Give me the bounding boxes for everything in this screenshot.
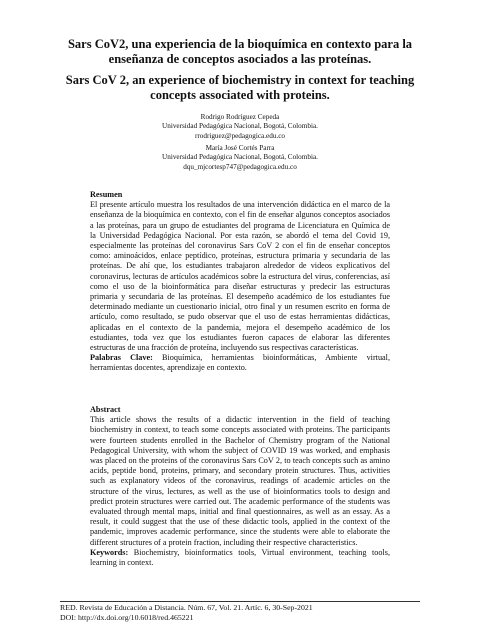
title-spanish: Sars CoV2, una experiencia de la bioquímica en contexto para la enseñanza de conceptos asociados a las proteínas. bbox=[67, 37, 413, 66]
author-email: dqu_mjcortesp747@pedagogica.edu.co bbox=[183, 162, 297, 171]
resumen-section bbox=[90, 190, 390, 374]
author-affiliation: Universidad Pedagógica Nacional, Bogotá, Colombia. bbox=[162, 122, 318, 131]
resumen-keywords bbox=[90, 353, 390, 373]
page-footer bbox=[60, 601, 420, 622]
author-block bbox=[110, 144, 370, 172]
abstract-body: This article shows the results of a didactic intervention in the field of teaching biochemistry in context, to teach some concepts associated with proteins. The participants were fourteen students enrolled in the Bachelor of Chemistry program of the National Pedagogical University, with whom the subject of COVID 19 was worked, and emphasis was placed on the proteins of the coronavirus Sars CoV 2, to teach concepts such as amino acids, peptide bond, proteins, primary, and secondary protein structures. Thus, activities such as explanatory videos of the coronavirus, readings of academic articles on the structure of the virus, lectures, as well as the use of bioinformatics tools to design and predict protein structures were carried out. The academic performance of the students was evaluated through mental maps, initial and final questionnaires, as well as an essay. As a result, it could suggest that the use of these didactic tools, applied in the context of the pandemic, improves academic performance, since the students were able to elaborate the different structures of a protein fraction, including their respective characteristics. bbox=[90, 415, 390, 547]
keywords-text: Bioquímica, herramientas bioinformáticas, Ambiente virtual, herramientas docentes, aprendizaje en contexto. bbox=[90, 353, 391, 373]
author-affiliation: Universidad Pedagógica Nacional, Bogotá, Colombia. bbox=[162, 153, 318, 162]
footer-journal: RED. Revista de Educación a Distancia. Núm. 67, Vol. 21. Artíc. 6, 30-Sep-2021 bbox=[60, 603, 313, 612]
footer-doi: DOI: http://dx.doi.org/10.6018/red.465221 bbox=[60, 612, 194, 622]
abstract-heading: Abstract bbox=[90, 405, 121, 414]
keywords-label: Palabras Clave: bbox=[90, 353, 153, 363]
keywords-text: Biochemistry, bioinformatics tools, Virtual environment, teaching tools, learning in context. bbox=[90, 547, 390, 568]
resumen-body: El presente artículo muestra los resultados de una intervención didáctica en el marco de la enseñanza de la bioquímica en contexto, con el fin de enseñar algunos conceptos asociados a las proteínas, para un grupo de estudiantes del programa de Licenciatura en Química de la Universidad Pedagógica Nacional. Por esta razón, se abordó el tema del Covid 19, especialmente las proteínas del coronavirus Sars CoV 2 con el fin de enseñar conceptos como: aminoácidos, enlace peptídico, proteínas, estructura primaria y secundaria de las proteínas. De ahí que, los estudiantes trabajaron alrededor de videos explicativos del coronavirus, lecturas de artículos académicos sobre la estructura del virus, conferencias, así como el uso de la bioinformática para diseñar estructuras y predecir las estructuras primaria y secundaria de las proteínas. El desempeño académico de los estudiantes fue determinado mediante un cuestionario inicial, otro final y un resumen escrito en forma de artículo, como resultado, se pudo observar que el uso de estas herramientas didácticas, aplicadas en el contexto de la pandemia, mejora el desempeño académico de los estudiantes, toda vez que los estudiantes fueron capaces de elaborar las diferentes estructuras de una fracción de proteína, incluyendo sus respectivas características. bbox=[90, 200, 390, 353]
title-english: Sars CoV 2, an experience of biochemistry in context for teaching concepts associated with proteins. bbox=[65, 73, 415, 102]
author-name: María José Cortés Parra bbox=[205, 144, 275, 152]
resumen-heading: Resumen bbox=[90, 190, 123, 199]
keywords-label: Keywords: bbox=[90, 547, 129, 557]
author-email: rrodriguez@pedagogica.edu.co bbox=[194, 131, 286, 140]
abstract-keywords bbox=[90, 548, 390, 568]
author-name: Rodrigo Rodríguez Cepeda bbox=[200, 113, 280, 121]
abstract-section bbox=[90, 405, 390, 568]
author-block bbox=[110, 113, 370, 141]
